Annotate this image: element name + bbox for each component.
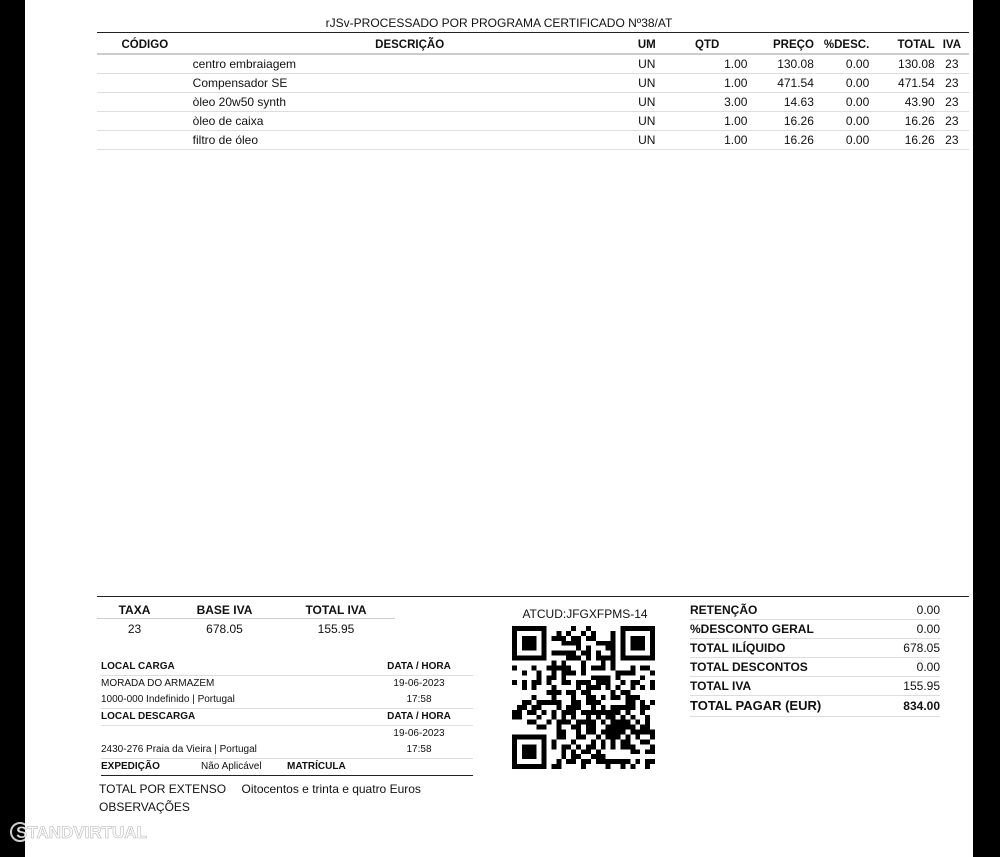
items-header-row bbox=[97, 36, 969, 54]
total-iliquido-value: 678.05 bbox=[903, 641, 940, 655]
cell-um: UN bbox=[627, 131, 667, 150]
descarga-city-row bbox=[101, 742, 473, 759]
total-pagar-label: TOTAL PAGAR (EUR) bbox=[690, 698, 822, 713]
cell-code bbox=[97, 54, 193, 74]
descarga-city: 2430-276 Praia da Vieira | Portugal bbox=[101, 744, 257, 755]
cell-code bbox=[97, 112, 193, 131]
descarga-data-hora-label: DATA / HORA bbox=[387, 711, 451, 722]
cell-preco: 471.54 bbox=[747, 74, 813, 93]
col-total-iva: TOTAL IVA bbox=[277, 601, 395, 619]
cell-preco: 14.63 bbox=[747, 93, 813, 112]
cell-um: UN bbox=[627, 74, 667, 93]
cell-preco: 16.26 bbox=[747, 112, 813, 131]
col-taxa: TAXA bbox=[97, 601, 172, 619]
carga-city-row bbox=[101, 692, 473, 709]
carga-address-row bbox=[101, 676, 473, 692]
carga-address: MORADA DO ARMAZEM bbox=[101, 678, 215, 689]
descarga-date: 19-06-2023 bbox=[393, 728, 445, 739]
col-iva: IVA bbox=[935, 36, 969, 54]
cell-code bbox=[97, 93, 193, 112]
tax-header-row bbox=[97, 601, 395, 619]
invoice-page bbox=[25, 0, 973, 857]
cell-iva: 23 bbox=[935, 112, 969, 131]
carga-data-hora-label: DATA / HORA bbox=[387, 661, 451, 672]
col-qtd: QTD bbox=[667, 36, 748, 54]
total-descontos-label: TOTAL DESCONTOS bbox=[690, 660, 808, 674]
total-pagar-value: 834.00 bbox=[903, 699, 940, 713]
cell-desconto: 0.00 bbox=[814, 112, 869, 131]
col-codigo: CÓDIGO bbox=[97, 36, 193, 54]
qr-code bbox=[512, 626, 655, 769]
tax-rate: 23 bbox=[127, 622, 142, 636]
cell-um: UN bbox=[627, 54, 667, 74]
cell-total: 16.26 bbox=[869, 112, 934, 131]
cell-um: UN bbox=[627, 112, 667, 131]
cell-total: 471.54 bbox=[869, 74, 934, 93]
qr-modules bbox=[512, 626, 655, 769]
observacoes-label: OBSERVAÇÕES bbox=[99, 800, 190, 814]
retencao-value: 0.00 bbox=[916, 603, 940, 617]
totals-panel bbox=[690, 601, 940, 717]
descarga-time: 17:58 bbox=[406, 744, 432, 755]
transport-details bbox=[101, 659, 473, 776]
total-extenso bbox=[99, 782, 433, 796]
total-row-pagar bbox=[690, 696, 940, 717]
cell-qtd: 3.00 bbox=[667, 93, 748, 112]
cell-desconto: 0.00 bbox=[814, 74, 869, 93]
tax-row bbox=[97, 619, 395, 640]
total-row-iliquido bbox=[690, 639, 940, 658]
cell-desc: òleo 20w50 synth bbox=[193, 93, 627, 112]
items-table bbox=[97, 36, 969, 150]
cell-total: 16.26 bbox=[869, 131, 934, 150]
summary-divider bbox=[97, 596, 969, 597]
col-descricao: DESCRIÇÃO bbox=[193, 36, 627, 54]
expedicao-row bbox=[101, 759, 473, 776]
carga-city: 1000-000 Indefinido | Portugal bbox=[101, 694, 235, 705]
cell-iva: 23 bbox=[935, 131, 969, 150]
matricula-label: MATRÍCULA bbox=[287, 761, 346, 772]
carga-time: 17:58 bbox=[406, 694, 432, 705]
total-descontos-value: 0.00 bbox=[916, 660, 940, 674]
cell-total: 130.08 bbox=[869, 54, 934, 74]
desconto-geral-label: %DESCONTO GERAL bbox=[690, 622, 814, 636]
col-base-iva: BASE IVA bbox=[172, 601, 277, 619]
carga-date: 19-06-2023 bbox=[393, 678, 445, 689]
cell-code bbox=[97, 131, 193, 150]
table-row bbox=[97, 131, 969, 150]
cell-qtd: 1.00 bbox=[667, 54, 748, 74]
cell-desc: Compensador SE bbox=[193, 74, 627, 93]
total-row-descontos bbox=[690, 658, 940, 677]
cell-um: UN bbox=[627, 93, 667, 112]
desconto-geral-value: 0.00 bbox=[916, 622, 940, 636]
cell-qtd: 1.00 bbox=[667, 74, 748, 93]
local-carga-label: LOCAL CARGA bbox=[101, 661, 175, 672]
cell-desc: òleo de caixa bbox=[193, 112, 627, 131]
cell-iva: 23 bbox=[935, 54, 969, 74]
cell-preco: 16.26 bbox=[747, 131, 813, 150]
cell-desconto: 0.00 bbox=[814, 54, 869, 74]
cell-preco: 130.08 bbox=[747, 54, 813, 74]
cell-qtd: 1.00 bbox=[667, 112, 748, 131]
retencao-label: RETENÇÃO bbox=[690, 603, 758, 617]
extenso-value: Oitocentos e trinta e quatro Euros bbox=[241, 782, 421, 796]
total-row-retencao bbox=[690, 601, 940, 620]
expedicao-label: EXPEDIÇÃO bbox=[101, 761, 160, 772]
extenso-label: TOTAL POR EXTENSO bbox=[99, 782, 227, 796]
total-iliquido-label: TOTAL ILÍQUIDO bbox=[690, 641, 786, 655]
table-row bbox=[97, 93, 969, 112]
cell-desc: filtro de óleo bbox=[193, 131, 627, 150]
expedicao-value: Não Aplicável bbox=[201, 761, 262, 772]
local-descarga-label: LOCAL DESCARGA bbox=[101, 711, 196, 722]
total-iva-value: 155.95 bbox=[903, 679, 940, 693]
table-row bbox=[97, 112, 969, 131]
cell-desc: centro embraiagem bbox=[193, 54, 627, 74]
total-iva-label: TOTAL IVA bbox=[690, 679, 752, 693]
carga-header-row bbox=[101, 659, 473, 676]
cell-code bbox=[97, 74, 193, 93]
atcud-code: ATCUD:JFGXFPMS-14 bbox=[522, 607, 648, 621]
col-preco: PREÇO bbox=[747, 36, 813, 54]
table-row bbox=[97, 74, 969, 93]
col-desconto: %DESC. bbox=[814, 36, 869, 54]
tax-summary-table bbox=[97, 601, 395, 639]
col-um: UM bbox=[627, 36, 667, 54]
cell-qtd: 1.00 bbox=[667, 131, 748, 150]
standvirtual-watermark bbox=[10, 815, 170, 849]
watermark-text: STANDVIRTUAL bbox=[16, 823, 147, 842]
tax-base: 678.05 bbox=[206, 622, 243, 636]
cell-desconto: 0.00 bbox=[814, 93, 869, 112]
col-total: TOTAL bbox=[869, 36, 934, 54]
cell-total: 43.90 bbox=[869, 93, 934, 112]
table-row bbox=[97, 54, 969, 74]
cell-desconto: 0.00 bbox=[814, 131, 869, 150]
top-divider bbox=[97, 32, 969, 33]
cell-iva: 23 bbox=[935, 74, 969, 93]
certification-header: rJSv-PROCESSADO POR PROGRAMA CERTIFICADO Nº38/AT bbox=[325, 16, 673, 30]
descarga-date-row bbox=[101, 726, 473, 742]
total-row-iva bbox=[690, 677, 940, 696]
tax-total: 155.95 bbox=[317, 622, 355, 636]
cell-iva: 23 bbox=[935, 93, 969, 112]
total-row-desconto-geral bbox=[690, 620, 940, 639]
descarga-header-row bbox=[101, 709, 473, 726]
